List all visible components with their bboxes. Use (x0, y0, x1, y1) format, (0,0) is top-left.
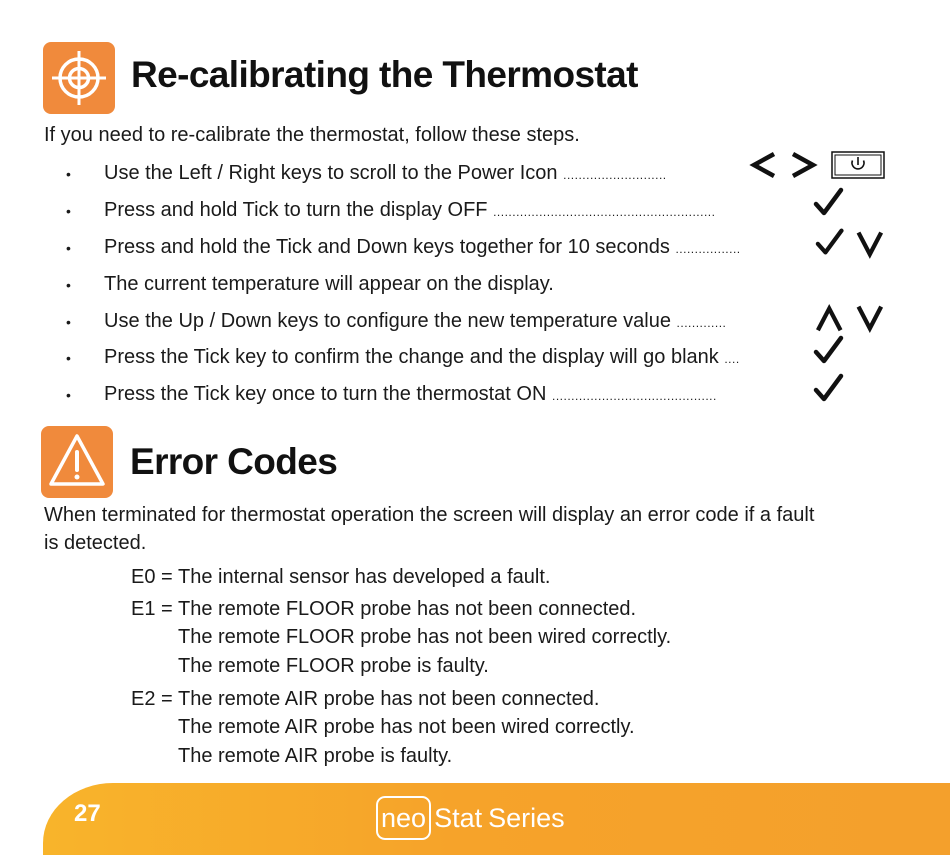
brand-neo: neo (376, 796, 431, 840)
bullet: • (66, 240, 71, 256)
error-description: The internal sensor has developed a fault. (178, 566, 551, 588)
error-description: The remote AIR probe is faulty. (178, 745, 453, 767)
step-text: The current temperature will appear on the display. (104, 273, 554, 295)
step-3 (104, 236, 741, 259)
step-6 (104, 346, 740, 369)
step-2 (104, 199, 715, 222)
step-1 (104, 162, 667, 185)
step-7 (104, 383, 717, 406)
error-description: The remote FLOOR probe is faulty. (178, 655, 489, 677)
step-3-keys (812, 225, 888, 259)
bullet: • (66, 203, 71, 219)
error-intro-line-1: When terminated for thermostat operation the screen will display an error code if a fault (44, 504, 815, 526)
leader-dots: ................. (675, 242, 741, 256)
leader-dots: .... (724, 352, 740, 366)
step-5-keys (812, 301, 888, 335)
bullet: • (66, 350, 71, 366)
tick-key-icon (818, 231, 842, 253)
warning-icon (41, 426, 113, 498)
down-key-icon (859, 307, 882, 329)
tick-key-icon (812, 186, 846, 220)
step-text: Use the Left / Right keys to scroll to the Power Icon (104, 162, 558, 184)
step-text: Press the Tick key to confirm the change and the display will go blank (104, 346, 719, 368)
tick-key-icon (812, 372, 846, 406)
page-number: 27 (74, 800, 101, 827)
section-title-recalibrate: Re-calibrating the Thermostat (131, 54, 638, 95)
leader-dots: .......................................................... (493, 205, 716, 219)
step-text: Press and hold Tick to turn the display OFF (104, 199, 488, 221)
down-key-icon (859, 233, 882, 255)
error-description: The remote FLOOR probe has not been wired correctly. (178, 626, 672, 648)
error-code-e1: E1 = (131, 598, 173, 620)
step-text: Use the Up / Down keys to configure the new temperature value (104, 310, 671, 332)
step-text: Press the Tick key once to turn the thermostat ON (104, 383, 547, 405)
error-description: The remote FLOOR probe has not been connected. (178, 598, 637, 620)
leader-dots: ........................................... (551, 389, 717, 403)
target-icon (43, 42, 115, 114)
right-key-icon (793, 154, 813, 176)
tick-key-icon (812, 334, 846, 368)
step-5 (104, 310, 726, 333)
step-1-keys (748, 148, 888, 182)
step-text: Press and hold the Tick and Down keys together for 10 seconds (104, 236, 670, 258)
up-key-icon (818, 309, 841, 331)
leader-dots: ............. (676, 316, 727, 330)
error-code-e0: E0 = (131, 566, 173, 588)
bullet: • (66, 314, 71, 330)
bullet: • (66, 277, 71, 293)
brand-series: Series (488, 802, 565, 833)
section-title-error-codes: Error Codes (130, 441, 338, 482)
bullet: • (66, 166, 71, 182)
error-intro-line-2: is detected. (44, 532, 147, 554)
recalibrate-intro: If you need to re-calibrate the thermostat, follow these steps. (44, 124, 580, 146)
left-key-icon (754, 154, 774, 176)
power-icon (832, 152, 884, 178)
error-description: The remote AIR probe has not been wired correctly. (178, 716, 635, 738)
leader-dots: ........................... (563, 168, 667, 182)
brand-logo (376, 795, 565, 841)
bullet: • (66, 387, 71, 403)
error-code-e2: E2 = (131, 688, 173, 710)
error-description: The remote AIR probe has not been connected. (178, 688, 600, 710)
step-4 (104, 273, 554, 296)
brand-stat: Stat (434, 802, 483, 833)
